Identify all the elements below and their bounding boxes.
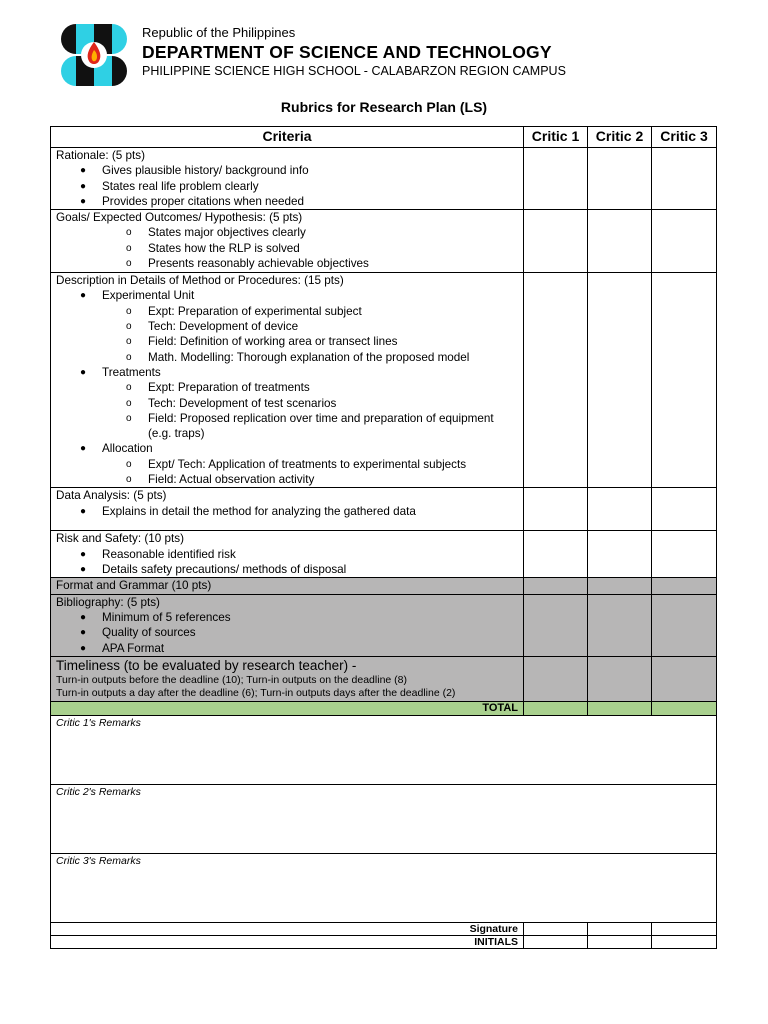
list-item: ● States real life problem clearly	[80, 179, 259, 193]
document-header	[58, 22, 718, 92]
score-cell[interactable]	[588, 488, 652, 531]
rationale-criteria	[51, 148, 524, 210]
goals-title: Goals/ Expected Outcomes/ Hypothesis: (5 pts)	[56, 211, 303, 225]
format-criteria: Format and Grammar (10 pts)	[51, 578, 524, 594]
score-cell[interactable]	[652, 594, 717, 656]
goals-criteria	[51, 210, 524, 273]
format-row	[51, 578, 717, 594]
rationale-row	[51, 148, 717, 210]
critic3-header: Critic 3	[652, 127, 717, 148]
signature-row	[51, 922, 717, 935]
list-item: ● Treatments o Expt: Preparation of treatments o Tech: Development of test scenarios o Field: Proposed replication over time and preparation of equipment (e.g. traps)	[56, 365, 523, 441]
signature-cell[interactable]	[524, 922, 588, 935]
timeliness-title: Timeliness (to be evaluated by research teacher) -	[56, 657, 357, 673]
score-cell[interactable]	[652, 210, 717, 273]
timeliness-criteria	[51, 656, 524, 701]
list-item: ● Explains in detail the method for analyzing the gathered data	[80, 504, 416, 518]
list-item: ● APA Format	[80, 641, 165, 655]
critic1-remarks[interactable]: Critic 1's Remarks	[51, 715, 717, 784]
list-item: ● Gives plausible history/ background info	[80, 164, 309, 178]
department-title: DEPARTMENT OF SCIENCE AND TECHNOLOGY	[142, 42, 552, 62]
analysis-row	[51, 488, 717, 531]
score-cell[interactable]	[524, 488, 588, 531]
list-item: ● Provides proper citations when needed	[80, 194, 305, 208]
bibliography-row	[51, 594, 717, 656]
list-item: ● Experimental Unit o Expt: Preparation of experimental subject o Tech: Development of device o Field: Definition of working area or transect lines o Math. Modelling: Thorough explanation of the proposed model	[56, 288, 523, 364]
list-item: o States major objectives clearly	[126, 226, 306, 240]
critic3-remarks[interactable]: Critic 3's Remarks	[51, 853, 717, 922]
list-item: ● Quality of sources	[80, 626, 196, 640]
method-row	[51, 273, 717, 488]
rubric-table	[50, 126, 717, 949]
list-item: o Field: Actual observation activity	[126, 473, 315, 487]
school-name: PHILIPPINE SCIENCE HIGH SCHOOL - CALABARZON REGION CAMPUS	[142, 64, 566, 78]
list-item: ● Details safety precautions/ methods of disposal	[80, 562, 347, 576]
signature-cell[interactable]	[588, 922, 652, 935]
score-cell[interactable]	[652, 148, 717, 210]
signature-cell[interactable]	[652, 922, 717, 935]
analysis-criteria	[51, 488, 524, 531]
criteria-header: Criteria	[51, 127, 524, 148]
list-item: o Tech: Development of test scenarios	[126, 396, 337, 410]
score-cell[interactable]	[652, 578, 717, 594]
score-cell[interactable]	[588, 210, 652, 273]
initials-cell[interactable]	[588, 935, 652, 948]
score-cell[interactable]	[652, 273, 717, 488]
list-item: ● Allocation o Expt/ Tech: Application of treatments to experimental subjects o Field: Actual observation activity	[56, 441, 523, 487]
critic1-header: Critic 1	[524, 127, 588, 148]
analysis-title: Data Analysis: (5 pts)	[56, 489, 167, 503]
list-item: o Tech: Development of device	[126, 320, 299, 334]
critic3-remarks-row	[51, 853, 717, 922]
score-cell[interactable]	[652, 488, 717, 531]
total-cell[interactable]	[652, 701, 717, 715]
critic2-header: Critic 2	[588, 127, 652, 148]
initials-cell[interactable]	[524, 935, 588, 948]
signature-label: Signature	[51, 922, 524, 935]
bibliography-title: Bibliography: (5 pts)	[56, 595, 160, 609]
score-cell[interactable]	[524, 273, 588, 488]
critic2-remarks[interactable]: Critic 2's Remarks	[51, 784, 717, 853]
score-cell[interactable]	[588, 656, 652, 701]
list-item: o Expt: Preparation of experimental subject	[126, 304, 362, 318]
list-item: o Presents reasonably achievable objectives	[126, 257, 369, 271]
list-item: ● Reasonable identified risk	[80, 547, 236, 561]
bibliography-criteria	[51, 594, 524, 656]
score-cell[interactable]	[652, 656, 717, 701]
risk-row	[51, 531, 717, 578]
method-title: Description in Details of Method or Procedures: (15 pts)	[56, 274, 344, 288]
total-label: TOTAL	[51, 701, 524, 715]
goals-row	[51, 210, 717, 273]
table-header-row	[51, 127, 717, 148]
risk-title: Risk and Safety: (10 pts)	[56, 532, 184, 546]
initials-label: INITIALS	[51, 935, 524, 948]
list-item: o Expt/ Tech: Application of treatments to experimental subjects	[126, 457, 467, 471]
republic-text: Republic of the Philippines	[142, 25, 296, 40]
list-item: o States how the RLP is solved	[126, 241, 300, 255]
timeliness-line: Turn-in outputs before the deadline (10); Turn-in outputs on the deadline (8)	[56, 673, 407, 686]
list-item: ● Minimum of 5 references	[80, 610, 231, 624]
initials-cell[interactable]	[652, 935, 717, 948]
score-cell[interactable]	[524, 594, 588, 656]
timeliness-row	[51, 656, 717, 701]
score-cell[interactable]	[524, 656, 588, 701]
total-cell[interactable]	[524, 701, 588, 715]
critic1-remarks-row	[51, 715, 717, 784]
method-criteria	[51, 273, 524, 488]
list-item: o Expt: Preparation of treatments	[126, 381, 310, 395]
total-row	[51, 701, 717, 715]
rationale-title: Rationale: (5 pts)	[56, 149, 145, 162]
score-cell[interactable]	[588, 578, 652, 594]
list-item: o Field: Definition of working area or transect lines	[126, 335, 398, 349]
score-cell[interactable]	[524, 531, 588, 578]
timeliness-line: Turn-in outputs a day after the deadline (6); Turn-in outputs days after the deadline (2)	[56, 686, 456, 699]
score-cell[interactable]	[652, 531, 717, 578]
score-cell[interactable]	[588, 531, 652, 578]
score-cell[interactable]	[524, 578, 588, 594]
score-cell[interactable]	[524, 210, 588, 273]
total-cell[interactable]	[588, 701, 652, 715]
list-item: o Math. Modelling: Thorough explanation of the proposed model	[126, 350, 470, 364]
risk-criteria	[51, 531, 524, 578]
page-title: Rubrics for Research Plan (LS)	[280, 99, 488, 115]
dost-logo-icon	[58, 24, 130, 86]
list-item: o Field: Proposed replication over time and preparation of equipment (e.g. traps)	[126, 411, 494, 441]
score-cell[interactable]	[588, 148, 652, 210]
score-cell[interactable]	[524, 148, 588, 210]
score-cell[interactable]	[588, 594, 652, 656]
critic2-remarks-row	[51, 784, 717, 853]
initials-row	[51, 935, 717, 948]
score-cell[interactable]	[588, 273, 652, 488]
